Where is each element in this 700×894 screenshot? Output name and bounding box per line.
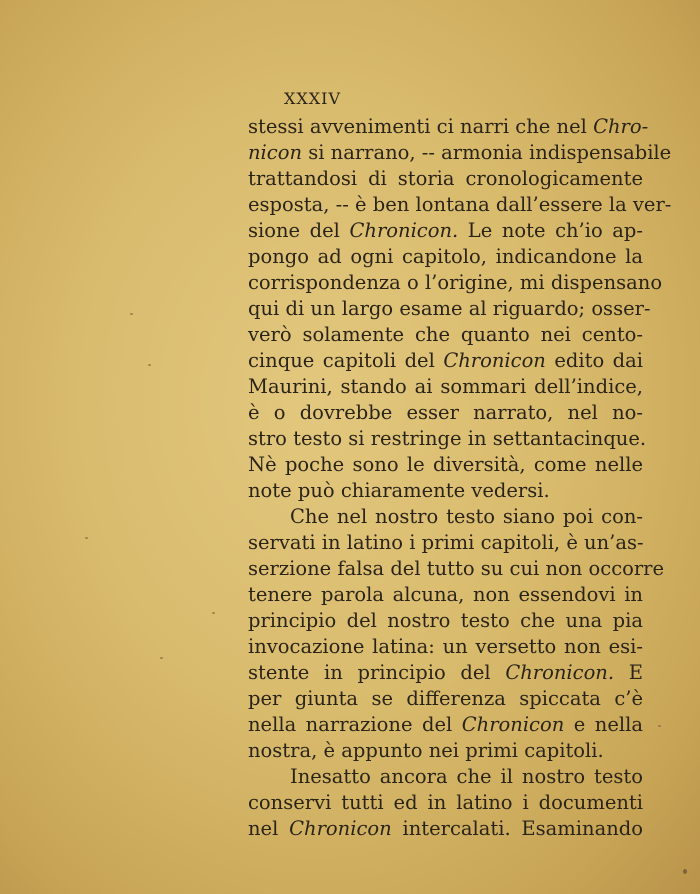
text-line [248,426,647,452]
text-run: verò solamente che quanto nei cento- [248,323,643,346]
text-run: per giunta se differenza spiccata c’è [248,687,643,710]
text-run: edito dai [545,349,644,372]
text-line [248,478,643,504]
text-line [248,764,643,790]
body-text [248,114,672,842]
text-run: nel [248,817,290,840]
text-run: note può chiaramente vedersi. [248,479,550,502]
text-run: servati in latino i primi capitoli, è un’as- [248,531,644,554]
text-run: corrispondenza o l’origine, mi dispensano [248,271,663,294]
text-line [248,530,643,556]
text-run: Inesatto ancora che il nostro testo [290,765,643,788]
paper-speck [658,725,661,727]
text-run: trattandosi di storia cronologicamente [248,167,643,190]
text-run: stessi avvenimenti ci narri che nel [248,115,594,138]
text-line [248,660,643,686]
text-run: sione del [248,219,350,242]
paper-speck [683,869,687,874]
italic-text: Chronicon. [505,661,615,684]
text-line [248,114,649,140]
paper-speck [160,657,163,659]
text-run: è o dovrebbe esser narrato, nel no- [248,401,643,424]
text-line [248,374,643,400]
text-run: esposta, -- è ben lontana dall’essere la ver- [248,193,672,216]
paper-speck [85,537,88,539]
text-run: cinque capitoli del [248,349,444,372]
text-run: Maurini, stando ai sommari dell’indice, [248,375,643,398]
text-line [248,348,643,374]
text-run: Che nel nostro testo siano poi con- [290,505,643,528]
text-run: stente in principio del [248,661,506,684]
text-line [248,686,643,712]
text-run: si narrano, -- armonia indispensabile [302,141,672,164]
paper-speck [130,313,133,315]
text-run: e nella [564,713,643,736]
text-run: stro testo si restringe in settantacinque. [248,427,647,450]
text-line [248,218,643,244]
text-run: qui di un largo esame al riguardo; osser- [248,297,651,320]
text-run: serzione falsa del tutto su cui non occorre [248,557,665,580]
italic-text: nicon [248,141,303,164]
text-run: invocazione latina: un versetto non esi- [248,635,643,658]
italic-text: Chronicon [443,349,546,372]
text-run: Le note ch’io ap- [458,219,643,242]
text-line [248,400,643,426]
text-run: E [614,661,643,684]
text-line [248,634,643,660]
text-run: intercalati. Esaminando [391,817,643,840]
text-line [248,166,643,192]
text-line [248,738,643,764]
text-line [248,452,643,478]
text-run: Nè poche sono le diversità, come nelle [248,453,643,476]
paper-speck [212,612,215,614]
text-line [248,140,672,166]
text-line [248,296,651,322]
paper-speck [148,364,151,366]
text-line [248,582,643,608]
text-run: nella narrazione del [248,713,462,736]
text-run: pongo ad ogni capitolo, indicandone la [248,245,643,268]
italic-text: Chronicon. [349,219,459,242]
italic-text: Chronicon [289,817,392,840]
text-line [248,556,665,582]
text-line [248,322,643,348]
text-line [248,504,643,530]
text-run: tenere parola alcuna, non essendovi in [248,583,643,606]
text-run: conservi tutti ed in latino i documenti [248,791,643,814]
text-line [248,816,643,842]
text-run: principio del nostro testo che una pia [248,609,643,632]
italic-text: Chronicon [461,713,565,736]
text-line [248,270,663,296]
text-line [248,608,643,634]
italic-text: Chro- [593,115,649,138]
page-number: XXXIV [284,89,342,108]
text-line [248,244,643,270]
text-line [248,192,672,218]
text-line [248,712,643,738]
text-run: nostra, è appunto nei primi capitoli. [248,739,604,762]
text-line [248,790,643,816]
